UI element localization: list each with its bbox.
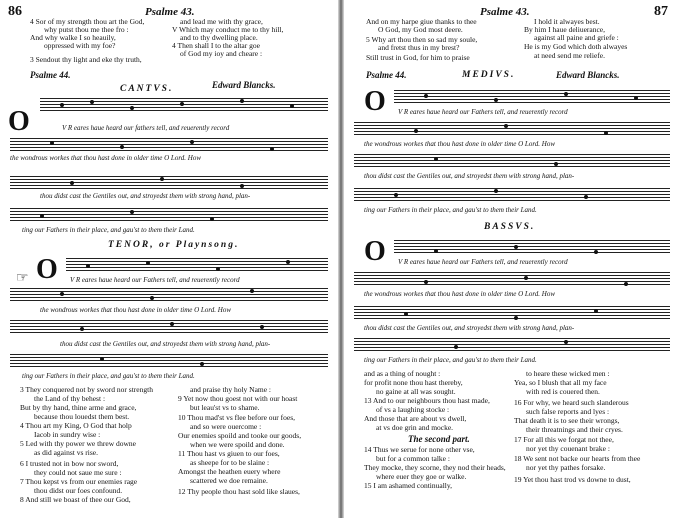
music-staff	[66, 258, 328, 272]
page-number-left: 86	[8, 4, 22, 19]
decorated-initial-o: O	[8, 106, 30, 137]
bassus-lyric-1: V R eares haue heard our Fathers tell, and reuerently record	[398, 258, 568, 266]
decorated-initial-o: O	[36, 254, 58, 285]
second-part-heading: The second part.	[408, 434, 470, 444]
cantus-lyric-2: the wondrous workes that thou hast done in older time O Lord. How	[10, 154, 202, 162]
tenor-lyric-2: the wondrous workes that thou hast done in older time O Lord. How	[40, 306, 232, 314]
cantus-lyric-1: V R eares haue heard our fathers tell, and reuerently record	[62, 124, 230, 132]
medius-lyric-1: V R eares haue heard our Fathers tell, and reuerently record	[398, 108, 568, 116]
music-staff	[354, 306, 670, 320]
music-staff	[354, 338, 670, 352]
music-staff	[10, 138, 328, 152]
psalm-heading-left: Psalme 44.	[30, 70, 71, 80]
psalm-heading-right: Psalme 44.	[366, 70, 407, 80]
composer-cantus: Edward Blancks.	[212, 80, 276, 90]
medius-lyric-4: ting our Fathers in their place, and gau'st to them their Land.	[364, 206, 537, 214]
pointing-hand-icon: ☞	[16, 271, 29, 286]
medius-lyric-2: the wondrous workes that thou hast done in older time O Lord. How	[364, 140, 556, 148]
music-staff	[10, 354, 328, 368]
music-staff	[394, 90, 670, 104]
right-page: Psalme 43. 87 And on my harpe giue thanks to thee O God, my God most deere. 5 Why art thou then so sad my soule, and fretst thus in my brest? Still trust in God, for him to praise I hold it alwayes best. By him I haue deliuerance, against all paine and griefe : He is my God which doth alwayes at need send me reliefe. Psalme 44. MEDIVS. Edward Blancks. O V R eares haue heard our Fathers tell, and reuerently record the wondrous workes that thou hast done in older time O Lord. How thou didst cast the Gentiles out, and stroyedst them with strong hand, plan- ting our Fathers in their place, and gau'st to them their Land. BASSVS. O V R eares haue heard our Fathers tell, and reuerently record the wondrous workes that thou hast done in older time O Lord. How thou didst cast the Gentiles out, and stroyedst them with strong hand, plan- ting our Fathers in their place, and gau'st to them their Land. and as a thing of nought : for profit none thou hast thereby, no gaine at all was sought. 13 And to our neighbours thou hast made, of vs a laughing stocke : And those that are about vs dwell, at vs doe grin and mocke. The second part. 14 Thus we serue for none other vse, but for a common talke : They mocke, they scorne, they nod their heads, where euer they goe or walke. 15 I am ashamed continually, to heare these wicked men : Yea, so I blush that all my face with red is couered then. 16 For why, we heard such slanderous such false reports and lyes : That death it is to see their wrongs, their threatnings and their cryes. 17 For all this we forgat not thee, nor yet thy couenant brake : 18 We sent not backe our hearts from thee nor yet thy pathes forsake. 19 Yet thou hast trod vs downe to dust,	[344, 0, 676, 518]
decorated-initial-o: O	[364, 86, 386, 117]
cantus-lyric-4: ting our Fathers in their place, and gau'st to them their Land.	[22, 226, 195, 234]
music-staff	[394, 240, 670, 254]
bassus-lyric-3: thou didst cast the Gentiles out, and stroyedst them with strong hand, plan-	[364, 324, 575, 332]
tenor-lyric-1: V R eares haue heard our Fathers tell, and reuerently record	[70, 276, 240, 284]
cantus-lyric-3: thou didst cast the Gentiles out, and stroyedst them with strong hand, plan-	[40, 192, 251, 200]
voice-cantus: CANTVS.	[120, 84, 174, 94]
music-staff	[10, 208, 328, 222]
music-staff	[354, 122, 670, 136]
music-staff	[40, 98, 328, 112]
decorated-initial-o: O	[364, 236, 386, 267]
music-staff	[10, 320, 328, 334]
tenor-lyric-3: thou didst cast the Gentiles out, and stroyedst them with strong hand, plan-	[60, 340, 271, 348]
voice-medius: MEDIVS.	[462, 70, 516, 80]
running-heading-right: Psalme 43.	[480, 6, 530, 18]
bassus-lyric-2: the wondrous workes that thou hast done in older time O Lord. How	[364, 290, 556, 298]
music-staff	[354, 154, 670, 168]
bassus-lyric-4: ting our Fathers in their place, and gau'st to them their Land.	[364, 356, 537, 364]
music-staff	[354, 272, 670, 286]
running-heading-left: Psalme 43.	[145, 6, 195, 18]
composer-medius: Edward Blancks.	[556, 70, 620, 80]
voice-bassus: BASSVS.	[484, 222, 536, 232]
music-staff	[10, 288, 328, 302]
music-staff	[10, 176, 328, 190]
tenor-lyric-4: ting our Fathers in their place, and gau'st to them their Land.	[22, 372, 195, 380]
voice-tenor: TENOR, or Playnsong.	[108, 240, 240, 250]
page-number-right: 87	[654, 4, 668, 19]
music-staff	[354, 188, 670, 202]
medius-lyric-3: thou didst cast the Gentiles out, and stroyedst them with strong hand, plan-	[364, 172, 575, 180]
left-page: 86 Psalme 43. 4 Sor of my strength thou art the God, why putst thou me thee fro : And why walke I so heauily, oppressed with my foe? 3 Sendout thy light and eke thy truth, and lead me with thy grace, V Which may conduct me to thy hill, and to thy dwelling place. 4 Then shall I to the altar goe of God my ioy and cheare : Psalme 44. CANTVS. Edward Blancks. O V R eares haue heard our fathers tell, and reuerently record the wondrous workes that thou hast done in older time O Lord. How thou didst cast the Gentiles out, and stroyedst them with strong hand, plan- ting our Fathers in their place, and gau'st to them their Land. TENOR, or Playnsong. ☞ O V R eares haue heard our Fathers tell, and reuerently record the wondrous workes that thou hast done in older time O Lord. How thou didst cast the Gentiles out, and stroyedst them with strong hand, plan- ting our Fathers in their place, and gau'st to them their Land. 3 They conquered not by sword nor strength the Land of thy behest : But by thy hand, thine arme and grace, because thou louedst them best. 4 Thou art my King, O God that holp Iacob in sundry wise : 5 Led with thy power we threw downe as did against vs rise. 6 I trusted not in bow nor sword, they could not saue me sure : 7 Thou kepst vs from our enemies rage thou didst our foes confound. 8 And still we boast of thee our God, and praise thy holy Name : 9 Yet now thou goest not with our hoast but leau'st vs to shame. 10 Thou mad'st vs flee before our foes, and so were ouercome : Our enemies spoild and tooke our goods, when we were spoild and done. 11 Thou hast vs giuen to our foes, as sheepe for to be slaine : Amongst the heathen euery where scattered we doe remaine. 12 Thy people thou hast sold like slaues,	[0, 0, 338, 518]
